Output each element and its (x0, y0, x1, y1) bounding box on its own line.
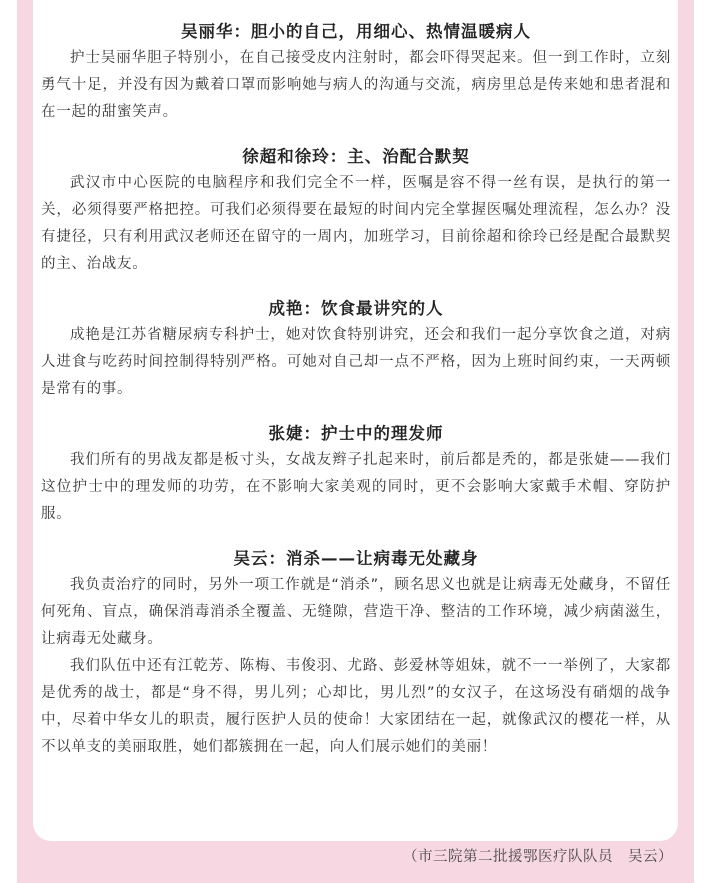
section-title: 吴丽华：胆小的自己，用细心、热情温暖病人 (181, 22, 531, 41)
paragraph: 成艳是江苏省糖尿病专科护士，她对饮食特别讲究，还会和我们一起分享饮食之道，对病人进食与吃药时间控制得特别严格。可她对自己却一点不严格，因为上班时间约束，一天两顿是常有的事。 (41, 327, 671, 397)
section-title: 成艳：饮食最讲究的人 (268, 299, 444, 318)
section-title: 吴云：消杀——让病毒无处藏身 (233, 549, 479, 568)
section-zhang-jie (41, 420, 671, 528)
paragraph: 武汉市中心医院的电脑程序和我们完全不一样，医嘱是容不得一丝有误，是执行的第一关，必须得要严格把控。可我们必须得要在最短的时间内完全掌握医嘱处理流程，怎么办？没有捷径，只有利用武汉老师还在留守的一周内，加班学习，目前徐超和徐玲已经是配合最默契的主、治战友。 (41, 175, 671, 272)
section-cheng-yan (41, 295, 671, 403)
section-wu-yun (41, 545, 671, 761)
author-signature: （市三院第二批援鄂医疗队队员 吴云） (403, 849, 673, 865)
section-title: 张婕：护士中的理发师 (268, 424, 444, 443)
paragraph: 护士吴丽华胆子特别小，在自己接受皮内注射时，都会吓得哭起来。但一到工作时，立刻勇气十足，并没有因为戴着口罩而影响她与病人的沟通与交流，病房里总是传来她和患者混和在一起的甜蜜笑声。 (41, 50, 671, 120)
section-title: 徐超和徐玲：主、治配合默契 (242, 147, 470, 166)
section-xu-chao-xu-ling (41, 143, 671, 278)
paragraph: 我们队伍中还有江乾芳、陈梅、韦俊羽、尤路、彭爱林等姐妹，就不一一举例了，大家都是优秀的战士，都是“身不得，男儿列；心却比，男儿烈”的女汉子，在这场没有硝烟的战争中，尽着中华女儿的职责，履行医护人员的使命！大家团结在一起，就像武汉的樱花一样，从不以单支的美丽取胜，她们都簇拥在一起，向人们展示她们的美丽！ (41, 658, 671, 755)
paragraph: 我负责治疗的同时，另外一项工作就是“消杀”，顾名思义也就是让病毒无处藏身，不留任何死角、盲点，确保消毒消杀全覆盖、无缝隙，营造干净、整洁的工作环境，减少病菌滋生，让病毒无处藏身。 (41, 577, 671, 647)
paragraph: 我们所有的男战友都是板寸头，女战友辫子扎起来时，前后都是秃的，都是张婕——我们这位护士中的理发师的功劳，在不影响大家美观的同时，更不会影响大家戴手术帽、穿防护服。 (41, 452, 671, 522)
section-wu-lihua (41, 18, 671, 126)
article-body (41, 18, 671, 761)
